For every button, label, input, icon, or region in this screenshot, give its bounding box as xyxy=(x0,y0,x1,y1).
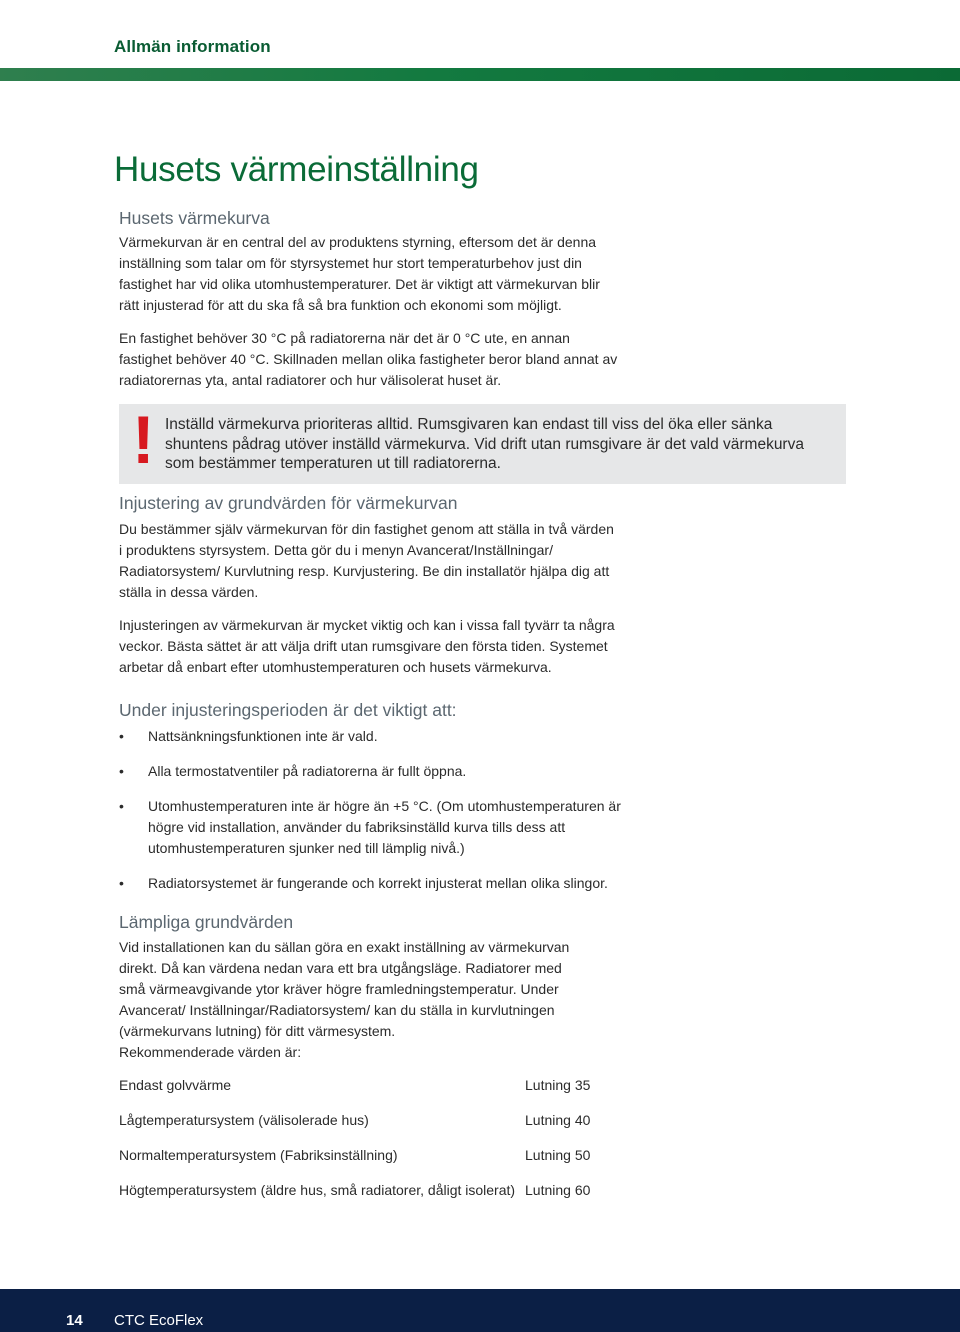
value-slope: Lutning 40 xyxy=(525,1112,591,1128)
heading-heating-curve: Husets värmekurva xyxy=(119,208,270,228)
heading-suitable-values: Lämpliga grundvärden xyxy=(119,912,294,932)
adjustment-checklist xyxy=(119,726,859,894)
value-slope: Lutning 50 xyxy=(525,1147,591,1163)
warning-exclamation-icon: ! xyxy=(132,402,155,478)
table-row xyxy=(119,1075,619,1110)
value-label: Lågtemperatursystem (välisolerade hus) xyxy=(119,1112,369,1128)
value-label: Endast golvvärme xyxy=(119,1077,232,1093)
page-title: Husets värmeinställning xyxy=(114,150,479,189)
paragraph-recommended: Rekommenderade värden är: xyxy=(119,1044,302,1060)
list-item: • Utomhustemperaturen inte är högre än +5 °C. (Om utomhustemperaturen är högre vid installation, använder du fabriksinställd kurva tills dess att utomhustemperaturen sjunker ned till lämplig nivå.) xyxy=(119,798,621,856)
notice-text: Inställd värmekurva prioriteras alltid. Rumsgivaren kan endast till viss del öka eller sänka shuntens pådrag utöver inställd värmekurva. Vid drift utan rumsgivare är det vald värmekurva som bestämmer temperaturen ut till radiatorerna. xyxy=(165,416,804,472)
section-suitable-values xyxy=(119,910,859,1063)
table-row xyxy=(119,1110,619,1145)
paragraph-heating-curve-1: Värmekurvan är en central del av produktens styrning, eftersom det är denna inställning som talar om för styrsystemet hur stort temperaturbehov just din fastighet har vid olika utomhustemperaturer. Det är viktigt att värmekurvan blir rätt injusterad för att du ska få så bra funktion och ekonomi som möjligt. xyxy=(119,234,600,313)
bullet-icon: • xyxy=(119,763,124,779)
list-item: • Nattsänkningsfunktionen inte är vald. xyxy=(119,726,628,747)
paragraph-heating-curve-2: En fastighet behöver 30 °C på radiatorerna när det är 0 °C ute, en annan fastighet behöver 40 °C. Skillnaden mellan olika fastigheter beror bland annat av radiatorernas yta, antal radiatorer och hur välisolerat huset är. xyxy=(119,330,618,388)
table-row xyxy=(119,1180,619,1215)
paragraph-adjustment-1: Du bestämmer själv värmekurvan för din fastighet genom att ställa in två värden i produktens styrsystem. Detta gör du i menyn Avancerat/Inställningar/ Radiatorsystem/ Kurvlutning resp. Kurvjustering. Be din installatör hjälpa dig att ställa in dessa värden. xyxy=(119,521,614,600)
bullet-icon: • xyxy=(119,728,124,744)
header-section-title: Allmän information xyxy=(114,37,271,56)
list-item: • Radiatorsystemet är fungerande och korrekt injusterat mellan olika slingor. xyxy=(119,873,628,894)
paragraph-adjustment-2: Injusteringen av värmekurvan är mycket viktig och kan i vissa fall tyvärr ta några veckor. Bästa sättet är att välja drift utan rumsgivare den första tiden. Systemet arbetar då enbart efter utomhustemperaturen och husets värmekurva. xyxy=(119,617,615,675)
table-row xyxy=(119,1145,619,1180)
bullet-icon: • xyxy=(119,798,124,814)
section-adjustment-period xyxy=(119,698,859,908)
header-bar xyxy=(0,68,960,81)
value-slope: Lutning 35 xyxy=(525,1077,591,1093)
section-heating-curve xyxy=(119,206,859,391)
paragraph-suitable-values: Vid installationen kan du sällan göra en exakt inställning av värmekurvan direkt. Då kan värdena nedan vara ett bra utgångsläge. Radiatorer med små värmeavgivande ytor kräver högre framledningstemperatur. Under Avancerat/ Inställningar/Radiatorsystem/ kan du ställa in kurvlutningen (värmekurvans lutning) för ditt värmesystem. xyxy=(119,939,570,1039)
heading-adjustment: Injustering av grundvärden för värmekurvan xyxy=(119,493,458,513)
notice-box xyxy=(119,404,846,484)
recommended-values-table xyxy=(119,1075,619,1215)
list-item: • Alla termostatventiler på radiatorerna är fullt öppna. xyxy=(119,761,628,782)
section-adjustment xyxy=(119,491,859,678)
value-slope: Lutning 60 xyxy=(525,1182,591,1198)
page-number: 14 xyxy=(66,1312,83,1329)
heading-adjustment-period: Under injusteringsperioden är det viktigt att: xyxy=(119,700,457,720)
value-label: Högtemperatursystem (äldre hus, små radiatorer, dåligt isolerat) xyxy=(119,1182,516,1198)
bullet-icon: • xyxy=(119,875,124,891)
footer-product-name: CTC EcoFlex xyxy=(114,1312,204,1329)
value-label: Normaltemperatursystem (Fabriksinställning) xyxy=(119,1147,398,1163)
